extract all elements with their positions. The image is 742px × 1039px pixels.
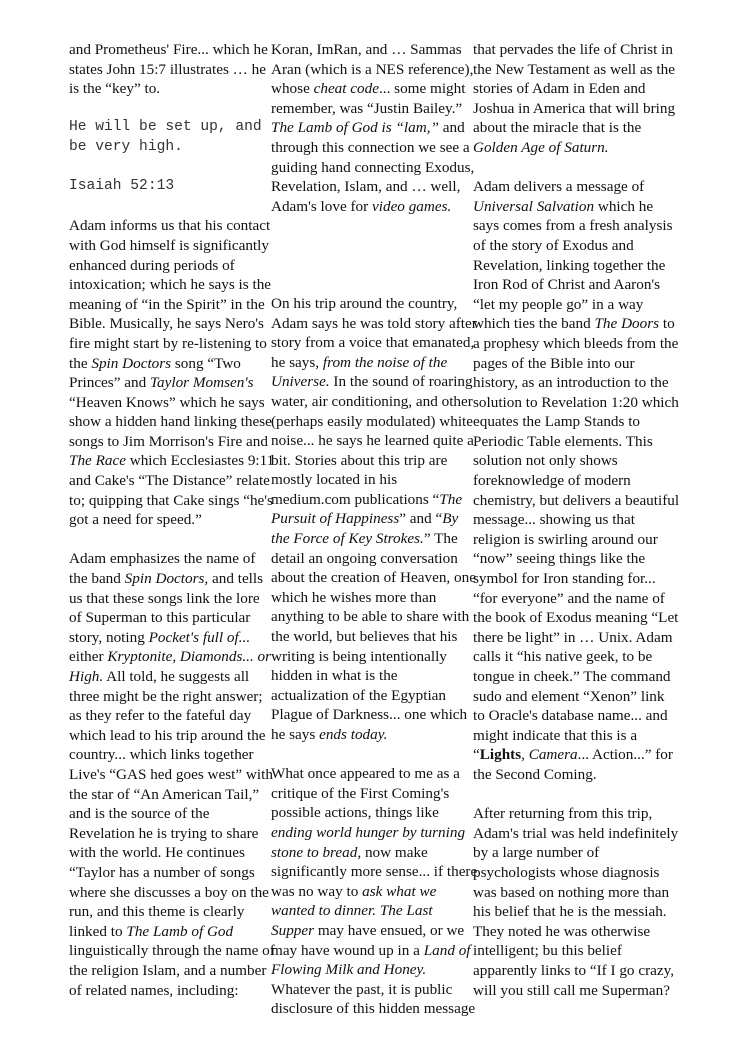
- column-3: [473, 40, 683, 1020]
- text-line: of related names, including:: [69, 981, 239, 999]
- text-line: “for everyone” and the name of: [473, 589, 665, 607]
- text-line: he says ends today.: [271, 726, 388, 743]
- text-line: which ties the band The Doors to: [473, 315, 675, 333]
- text-line: bit. Stories about this trip are: [271, 451, 448, 469]
- text-line: “let my people go” in a way: [473, 295, 644, 313]
- text-line: us that these songs link the lore: [69, 589, 260, 607]
- text-line: the Spin Doctors song “Two: [69, 354, 241, 372]
- text-line: apparently links to “If I go crazy,: [473, 961, 675, 979]
- text-line: Periodic Table elements. This: [473, 432, 653, 450]
- text-line: pages of the Bible into our: [473, 354, 635, 372]
- text-line: there be light” in … Unix. Adam: [473, 628, 673, 646]
- text-line: “Taylor has a number of songs: [69, 863, 255, 881]
- text-line: remember, was “Justin Bailey.”: [271, 99, 463, 117]
- text-line: Whatever the past, it is public: [271, 980, 453, 998]
- text-line: sudo and element “Xenon” link: [473, 687, 665, 705]
- scripture-quote: [69, 118, 269, 157]
- text-line: his belief that he is the messiah.: [473, 903, 667, 921]
- text-line: run, and this theme is clearly: [69, 903, 245, 921]
- text-line: After returning from this trip,: [473, 805, 653, 823]
- paragraph: [473, 804, 683, 1000]
- text-line: stories of Adam in Eden and: [473, 80, 646, 98]
- paragraph: [69, 40, 269, 99]
- text-line: detail an ongoing conversation: [271, 549, 458, 567]
- text-line: intoxication; which he says is the: [69, 276, 272, 294]
- text-line: Revelation, Islam, and … well,: [271, 178, 461, 196]
- text-line: disclosure of this hidden message: [271, 1000, 476, 1018]
- text-line: story from a voice that emanated,: [271, 334, 475, 352]
- text-line: hidden in what is the: [271, 667, 398, 685]
- text-line: enhanced during periods of: [69, 256, 235, 274]
- text-line: through this connection we see a: [271, 138, 470, 156]
- text-line: to Oracle's database name... and: [473, 707, 668, 725]
- text-line: states John 15:7 illustrates … he: [69, 60, 266, 78]
- text-line: guiding hand connecting Exodus,: [271, 158, 475, 176]
- text-line: and is the source of the: [69, 805, 210, 823]
- text-line: to; quipping that Cake sings “he's: [69, 491, 273, 509]
- text-line: wanted to dinner. The Last: [271, 902, 433, 920]
- text-line: “Lights, Camera... Action...” for: [473, 746, 673, 764]
- text-line: message... showing us that: [473, 511, 635, 529]
- text-line: meaning of “in the Spirit” in the: [69, 295, 265, 313]
- text-line: of Superman to this particular: [69, 609, 251, 627]
- text-line: of the story of Exodus and: [473, 236, 634, 254]
- text-line: psychologists whose diagnosis: [473, 863, 660, 881]
- text-line: either Kryptonite, Diamonds... or: [69, 648, 272, 666]
- text-line: Adam's love for video games.: [271, 197, 452, 215]
- text-line: Joshua in America that will bring: [473, 99, 676, 117]
- text-line: Adam's trial was held indefinitely: [473, 824, 679, 842]
- text-line: Universe. In the sound of roaring: [271, 373, 473, 391]
- text-line: (perhaps easily modulated) white: [271, 412, 474, 430]
- text-line: Revelation he is trying to share: [69, 824, 259, 842]
- text-line: intelligent; bu this belief: [473, 942, 622, 960]
- scripture-citation: [69, 177, 269, 197]
- text-line: Universal Salvation which he: [473, 197, 654, 215]
- text-line: songs to Jim Morrison's Fire and: [69, 432, 268, 450]
- text-line: three might be the right answer;: [69, 687, 263, 705]
- paragraph: [69, 549, 275, 1000]
- text-line: calls it “his native geek, to be: [473, 648, 653, 666]
- text-line: water, air conditioning, and other: [271, 392, 473, 410]
- column-1: [69, 40, 275, 1020]
- text-line: Flowing Milk and Honey.: [271, 961, 427, 979]
- text-line: chemistry, but delivers a beautiful: [473, 491, 680, 509]
- text-line: be very high.: [69, 138, 183, 155]
- column-2: [271, 40, 478, 1039]
- text-line: the Second Coming.: [473, 765, 597, 783]
- text-line: show a hidden hand linking these: [69, 413, 272, 431]
- text-line: story, noting Pocket's full of...: [69, 628, 251, 646]
- text-line: equates the Lamp Stands to: [473, 413, 641, 431]
- text-line: ending world hunger by turning: [271, 823, 466, 841]
- text-line: Adam delivers a message of: [473, 178, 645, 196]
- text-line: “Heaven Knows” which he says: [69, 393, 265, 411]
- text-line: is the “key” to.: [69, 80, 161, 98]
- text-line: “now” seeing things like the: [473, 550, 646, 568]
- text-line: Koran, ImRan, and … Sammas: [271, 41, 462, 58]
- text-line: fire might start by re-listening to: [69, 334, 267, 352]
- text-line: Adam emphasizes the name of: [69, 550, 256, 568]
- text-line: He will be set up, and: [69, 119, 262, 136]
- text-line: the religion Islam, and a number: [69, 961, 267, 979]
- paragraph-gap: [271, 236, 471, 294]
- text-line: a prophesy which bleeds from the: [473, 334, 679, 352]
- text-line: tongue in cheek.” The command: [473, 668, 671, 685]
- paragraph: [473, 177, 683, 784]
- text-line: which lead to his trip around the: [69, 726, 266, 744]
- paragraph: [473, 40, 683, 158]
- text-line: Isaiah 52:13: [69, 178, 175, 195]
- text-line: the star of “An American Tail,”: [69, 785, 260, 803]
- text-line: the book of Exodus meaning “Let: [473, 609, 679, 627]
- paragraph: [271, 40, 475, 216]
- text-line: by a large number of: [473, 844, 600, 862]
- text-line: The Race which Ecclesiastes 9:11: [69, 452, 275, 470]
- paragraph: [271, 764, 478, 1019]
- text-line: What once appeared to me as a: [271, 765, 460, 783]
- text-line: where she discusses a boy on the: [69, 883, 269, 901]
- text-line: Iron Rod of Christ and Aaron's: [473, 276, 661, 294]
- text-line: may have wound up in a Land of: [271, 941, 471, 959]
- text-line: stone to bread, now make: [271, 843, 428, 861]
- text-line: he says, from the noise of the: [271, 353, 448, 371]
- text-line: the Force of Key Strokes.” The: [271, 530, 458, 548]
- text-line: High. All told, he suggests all: [69, 668, 250, 685]
- text-line: linguistically through the name of: [69, 942, 275, 960]
- text-line: the New Testament as well as the: [473, 60, 675, 78]
- text-line: Live's “GAS hed goes west” with: [69, 765, 273, 783]
- paragraph: [69, 216, 275, 530]
- text-line: symbol for Iron standing for...: [473, 570, 656, 588]
- text-line: significantly more sense... if there: [271, 863, 478, 881]
- text-line: noise... he says he learned quite a: [271, 432, 474, 450]
- text-line: religion is swirling around our: [473, 530, 658, 548]
- text-line: They noted he was otherwise: [473, 922, 651, 940]
- text-line: history, as an introduction to the: [473, 374, 669, 392]
- text-line: mostly located in his: [271, 471, 398, 489]
- text-line: Adam says he was told story after: [271, 314, 477, 332]
- text-line: as they refer to the fateful day: [69, 707, 252, 725]
- text-line: about the miracle that is the: [473, 119, 642, 137]
- text-line: solution to Revelation 1:20 which: [473, 393, 679, 411]
- text-line: says comes from a fresh analysis: [473, 217, 673, 235]
- text-line: Golden Age of Saturn.: [473, 138, 609, 156]
- text-line: the world, but believes that his: [271, 628, 458, 646]
- text-line: Bible. Musically, he says Nero's: [69, 315, 264, 333]
- text-line: that pervades the life of Christ in: [473, 41, 673, 58]
- text-line: writing is being intentionally: [271, 647, 447, 665]
- text-line: and Prometheus' Fire... which he: [69, 41, 268, 58]
- text-line: the band Spin Doctors, and tells: [69, 570, 264, 588]
- text-line: foreknowledge of modern: [473, 472, 631, 490]
- text-line: with God himself is significantly: [69, 236, 269, 254]
- text-line: and Cake's “The Distance” relate: [69, 472, 270, 490]
- text-line: solution not only shows: [473, 452, 618, 470]
- text-line: was no way to ask what we: [271, 882, 437, 900]
- text-line: possible actions, things like: [271, 804, 439, 822]
- text-line: Aran (which is a NES reference),: [271, 60, 474, 78]
- text-line: Supper may have ensued, or we: [271, 921, 465, 939]
- text-line: about the creation of Heaven, one: [271, 569, 476, 587]
- text-line: Princes” and Taylor Momsen's: [69, 374, 254, 392]
- text-line: Adam informs us that his contact: [69, 217, 271, 235]
- text-line: actualization of the Egyptian: [271, 686, 447, 704]
- text-line: whose cheat code... some might: [271, 80, 466, 98]
- text-line: medium.com publications “The: [271, 490, 463, 508]
- text-line: Plague of Darkness... one which: [271, 706, 468, 724]
- text-line: anything to be able to share with: [271, 608, 470, 626]
- text-line: linked to The Lamb of God: [69, 922, 234, 940]
- text-line: was based on nothing more than: [473, 883, 670, 901]
- text-line: On his trip around the country,: [271, 294, 458, 312]
- text-line: country... which links together: [69, 746, 254, 764]
- paragraph: [271, 294, 477, 745]
- text-line: The Lamb of God is “lam,” and: [271, 119, 465, 137]
- text-line: critique of the First Coming's: [271, 784, 450, 802]
- text-line: might indicate that this is a: [473, 726, 638, 744]
- text-line: Revelation, linking together the: [473, 256, 666, 274]
- text-line: will you still call me Superman?: [473, 981, 670, 999]
- text-line: with the world. He continues: [69, 844, 245, 862]
- text-line: which he wishes more than: [271, 588, 437, 606]
- text-line: got a need for speed.”: [69, 511, 202, 529]
- text-line: Pursuit of Happiness” and “By: [271, 510, 459, 528]
